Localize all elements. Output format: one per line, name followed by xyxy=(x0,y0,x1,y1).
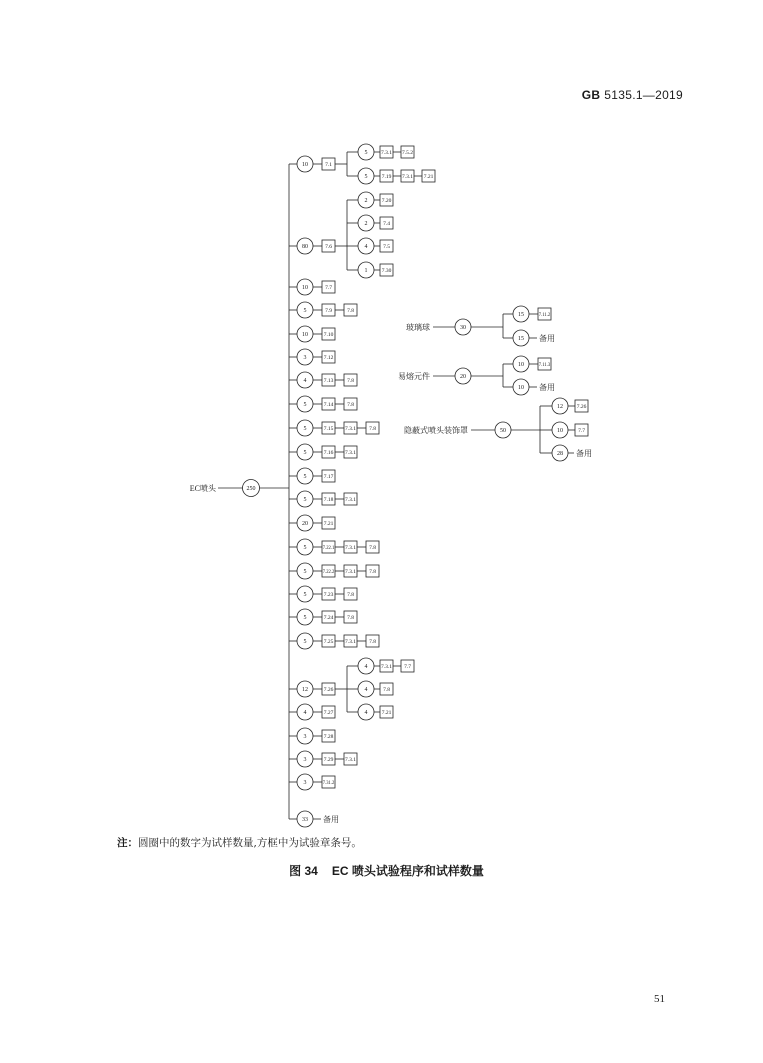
branch xyxy=(289,563,379,579)
component-label: 玻璃球 xyxy=(406,322,430,332)
sample-count: 15 xyxy=(518,336,524,343)
branch xyxy=(289,609,357,625)
branch xyxy=(289,728,335,744)
sample-count: 5 xyxy=(303,497,307,504)
group-branch xyxy=(503,330,555,346)
sample-count: 20 xyxy=(302,521,308,528)
branch-count xyxy=(297,491,313,507)
sample-count: 2 xyxy=(364,221,368,228)
clause-number: 7.16 xyxy=(323,450,334,456)
group-branch xyxy=(503,379,555,395)
clause-box xyxy=(344,635,357,647)
sample-count: 20 xyxy=(460,374,466,381)
sample-count: 10 xyxy=(302,332,308,339)
clause-box xyxy=(422,170,435,182)
clause-box xyxy=(344,541,357,553)
standard-code-prefix: GB xyxy=(581,88,601,102)
clause-number: 7.17 xyxy=(323,474,334,480)
branch xyxy=(289,468,335,484)
spare-label: 备用 xyxy=(539,333,555,343)
clause-number: 7.11.2 xyxy=(538,312,551,318)
branch-count xyxy=(552,445,568,461)
branch xyxy=(289,539,379,555)
clause-number: 7.8 xyxy=(369,569,376,575)
clause-number: 7.29 xyxy=(323,757,334,763)
sample-count: 4 xyxy=(364,710,368,717)
figure-number: 图 34 xyxy=(289,864,318,878)
branch xyxy=(289,192,393,278)
branch xyxy=(289,326,335,342)
branch xyxy=(289,144,435,184)
spare-label: 备用 xyxy=(576,448,592,458)
branch xyxy=(289,704,335,720)
clause-box xyxy=(322,470,335,482)
branch xyxy=(289,586,357,602)
branch-count xyxy=(358,681,374,697)
branch-count xyxy=(297,774,313,790)
sub-branch xyxy=(347,658,414,674)
sample-count: 3 xyxy=(303,734,307,741)
sample-count: 5 xyxy=(303,615,307,622)
branch-count xyxy=(358,192,374,208)
branch-count xyxy=(297,633,313,649)
branch-count xyxy=(358,168,374,184)
branch xyxy=(289,396,357,412)
sample-count: 5 xyxy=(303,569,307,576)
sample-count: 5 xyxy=(303,426,307,433)
sample-count: 3 xyxy=(303,355,307,362)
sub-branch xyxy=(347,681,393,697)
sample-count: 4 xyxy=(364,687,368,694)
clause-number: 7.19 xyxy=(381,174,392,180)
branch-count xyxy=(297,728,313,744)
branch xyxy=(289,420,379,436)
clause-number: 7.8 xyxy=(347,402,354,408)
clause-box xyxy=(380,217,393,229)
page-number: 51 xyxy=(654,993,665,1005)
branch xyxy=(289,444,357,460)
clause-number: 7.21 xyxy=(423,174,434,180)
sub-branch xyxy=(347,168,435,184)
branch-count xyxy=(513,379,529,395)
branch xyxy=(289,751,357,767)
branch-count xyxy=(297,156,313,172)
clause-number: 7.3.1 xyxy=(345,426,356,432)
branch-count xyxy=(358,144,374,160)
clause-number: 7.3.1 xyxy=(345,450,356,456)
branch-count xyxy=(513,306,529,322)
clause-number: 7.3.1 xyxy=(381,664,392,670)
sample-count: 4 xyxy=(364,244,368,251)
clause-box xyxy=(380,683,393,695)
clause-box xyxy=(322,351,335,363)
sample-count: 12 xyxy=(557,404,563,411)
group-count xyxy=(455,319,471,335)
clause-number: 7.26 xyxy=(576,404,587,410)
clause-box xyxy=(322,328,335,340)
clause-number: 7.3.1 xyxy=(345,545,356,551)
branch xyxy=(289,811,339,827)
branch-count xyxy=(513,330,529,346)
branch-count xyxy=(297,751,313,767)
clause-number: 7.8 xyxy=(347,308,354,314)
branch-count xyxy=(297,609,313,625)
sub-branch xyxy=(347,262,393,278)
component-label: 隐蔽式喷头装饰罩 xyxy=(404,425,468,435)
clause-box xyxy=(401,170,414,182)
clause-box xyxy=(322,611,335,623)
sample-count: 5 xyxy=(303,592,307,599)
sample-count: 80 xyxy=(302,244,308,251)
clause-number: 7.11.3 xyxy=(538,362,551,368)
group-branch xyxy=(540,445,592,461)
note-prefix: 注： xyxy=(117,837,138,849)
clause-box xyxy=(322,240,335,252)
clause-number: 7.25 xyxy=(323,639,334,645)
clause-box xyxy=(380,170,393,182)
branch-count xyxy=(297,704,313,720)
clause-number: 7.24 xyxy=(323,615,334,621)
clause-box xyxy=(322,158,335,170)
clause-box xyxy=(538,358,551,370)
clause-box xyxy=(401,146,414,158)
sample-count: 5 xyxy=(303,474,307,481)
clause-box xyxy=(322,281,335,293)
sub-branch xyxy=(347,215,393,231)
clause-number: 7.5 xyxy=(383,244,390,250)
clause-number: 7.3.1 xyxy=(402,174,413,180)
clause-box xyxy=(322,776,335,788)
clause-box xyxy=(322,493,335,505)
note-text: 圆圈中的数字为试样数量,方框中为试验章条号。 xyxy=(138,837,362,849)
group-branch xyxy=(503,356,551,372)
clause-number: 7.8 xyxy=(347,615,354,621)
clause-box xyxy=(380,194,393,206)
clause-number: 7.4 xyxy=(383,221,390,227)
clause-number: 7.13 xyxy=(323,378,334,384)
branch xyxy=(289,774,335,790)
root-count xyxy=(243,480,260,497)
clause-box xyxy=(322,541,335,553)
sample-count: 3 xyxy=(303,780,307,787)
branch-count xyxy=(513,356,529,372)
sample-count: 50 xyxy=(500,428,506,435)
clause-box xyxy=(344,374,357,386)
clause-number: 7.30 xyxy=(381,268,392,274)
clause-box xyxy=(366,422,379,434)
sample-count: 3 xyxy=(303,757,307,764)
clause-box xyxy=(322,446,335,458)
component-group xyxy=(404,398,592,461)
clause-box xyxy=(322,565,335,577)
clause-box xyxy=(344,493,357,505)
clause-number: 7.8 xyxy=(347,592,354,598)
clause-number: 7.3.1 xyxy=(345,497,356,503)
clause-number: 7.8 xyxy=(369,426,376,432)
sub-branch xyxy=(347,704,393,720)
clause-number: 7.22.1 xyxy=(322,545,335,551)
sample-count: 250 xyxy=(246,486,256,493)
sub-branch xyxy=(347,238,393,254)
sample-count: 12 xyxy=(302,687,308,694)
sample-count: 10 xyxy=(302,162,308,169)
branch-count xyxy=(297,326,313,342)
clause-box xyxy=(366,565,379,577)
clause-number: 7.8 xyxy=(369,545,376,551)
figure-note xyxy=(117,836,362,850)
clause-number: 7.22.2 xyxy=(322,569,335,575)
clause-number: 7.23 xyxy=(323,592,334,598)
clause-box xyxy=(344,446,357,458)
clause-number: 7.3.1 xyxy=(345,639,356,645)
clause-box xyxy=(322,683,335,695)
clause-box xyxy=(344,753,357,765)
sample-count: 15 xyxy=(518,312,524,319)
clause-box xyxy=(344,422,357,434)
branch xyxy=(289,349,335,365)
clause-box xyxy=(322,635,335,647)
root-label: EC喷头 xyxy=(189,483,216,493)
branch-count xyxy=(297,539,313,555)
clause-box xyxy=(380,146,393,158)
sample-count: 10 xyxy=(302,285,308,292)
clause-box xyxy=(575,424,588,436)
branch-count xyxy=(297,238,313,254)
sample-count: 4 xyxy=(364,664,368,671)
clause-number: 7.14 xyxy=(323,402,334,408)
clause-number: 7.18 xyxy=(323,497,334,503)
clause-box xyxy=(322,730,335,742)
branch xyxy=(289,491,357,507)
sample-count: 4 xyxy=(303,710,307,717)
clause-number: 7.9 xyxy=(325,308,332,314)
spare-label: 备用 xyxy=(539,382,555,392)
clause-box xyxy=(322,753,335,765)
branch-count xyxy=(297,586,313,602)
clause-number: 7.3.1 xyxy=(345,569,356,575)
component-group xyxy=(406,306,555,346)
main-tree xyxy=(190,144,435,827)
clause-box xyxy=(401,660,414,672)
standard-code-number: 5135.1—2019 xyxy=(604,88,683,102)
branch-count xyxy=(297,396,313,412)
component-label: 易熔元件 xyxy=(398,371,430,381)
branch xyxy=(289,515,335,531)
sample-count: 5 xyxy=(364,174,368,181)
group-count xyxy=(455,368,471,384)
branch-count xyxy=(297,811,313,827)
clause-box xyxy=(322,374,335,386)
clause-box xyxy=(380,706,393,718)
clause-number: 7.12 xyxy=(323,355,334,361)
clause-number: 7.5.2 xyxy=(402,150,413,156)
branch-count xyxy=(297,349,313,365)
clause-number: 7.20 xyxy=(381,198,392,204)
sample-count: 10 xyxy=(518,362,524,369)
sub-branch xyxy=(347,192,393,208)
sample-count: 1 xyxy=(364,268,368,275)
clause-number: 7.28 xyxy=(323,734,334,740)
clause-box xyxy=(344,611,357,623)
branch-count xyxy=(297,563,313,579)
clause-number: 7.3.1 xyxy=(345,757,356,763)
clause-number: 7.10 xyxy=(323,332,334,338)
clause-box xyxy=(575,400,588,412)
clause-number: 7.21 xyxy=(381,710,392,716)
clause-number: 7.8 xyxy=(347,378,354,384)
clause-number: 7.3.1 xyxy=(381,150,392,156)
clause-number: 7.7 xyxy=(325,285,332,291)
sub-branch xyxy=(347,144,414,160)
clause-number: 7.8 xyxy=(383,687,390,693)
branch-count xyxy=(297,515,313,531)
branch-count xyxy=(552,422,568,438)
clause-box xyxy=(344,588,357,600)
branch xyxy=(289,633,379,649)
figure-caption xyxy=(0,864,763,879)
branch-count xyxy=(552,398,568,414)
sample-count: 5 xyxy=(364,150,368,157)
clause-number: 7.27 xyxy=(323,710,334,716)
sample-count: 28 xyxy=(557,451,563,458)
branch xyxy=(289,372,357,388)
spare-label: 备用 xyxy=(323,814,339,824)
sample-count: 10 xyxy=(518,385,524,392)
clause-box xyxy=(322,517,335,529)
branch-count xyxy=(358,704,374,720)
clause-box xyxy=(322,304,335,316)
clause-box xyxy=(344,565,357,577)
clause-box xyxy=(344,398,357,410)
sample-count: 10 xyxy=(557,428,563,435)
clause-number: 7.26 xyxy=(323,687,334,693)
sample-count: 5 xyxy=(303,450,307,457)
component-group xyxy=(398,356,555,395)
clause-box xyxy=(322,422,335,434)
branch-count xyxy=(358,262,374,278)
clause-box xyxy=(366,635,379,647)
clause-number: 7.21 xyxy=(323,521,334,527)
branch-count xyxy=(358,238,374,254)
branch-count xyxy=(297,468,313,484)
sample-count: 30 xyxy=(460,325,466,332)
sample-count: 5 xyxy=(303,545,307,552)
clause-number: 7.6 xyxy=(325,244,332,250)
branch-count xyxy=(358,215,374,231)
sample-count: 5 xyxy=(303,308,307,315)
sample-count: 5 xyxy=(303,639,307,646)
group-branch xyxy=(540,398,588,414)
branch-count xyxy=(358,658,374,674)
branch-count xyxy=(297,279,313,295)
branch-count xyxy=(297,681,313,697)
group-branch xyxy=(540,422,588,438)
branch xyxy=(289,302,357,318)
clause-number: 7.15 xyxy=(323,426,334,432)
sample-count: 4 xyxy=(303,378,307,385)
clause-number: 7.7 xyxy=(578,428,585,434)
group-branch xyxy=(503,306,551,322)
clause-box xyxy=(380,660,393,672)
clause-box xyxy=(322,398,335,410)
clause-box xyxy=(366,541,379,553)
sample-count: 2 xyxy=(364,198,368,205)
clause-box xyxy=(344,304,357,316)
clause-number: 7.7 xyxy=(404,664,411,670)
clause-box xyxy=(380,264,393,276)
clause-box xyxy=(322,588,335,600)
clause-box xyxy=(380,240,393,252)
clause-number: 7.31.2 xyxy=(322,780,335,786)
sample-count: 5 xyxy=(303,402,307,409)
figure-title: EC 喷头试验程序和试样数量 xyxy=(331,864,484,878)
group-count xyxy=(495,422,511,438)
clause-number: 7.8 xyxy=(369,639,376,645)
clause-number: 7.1 xyxy=(325,162,332,168)
branch-count xyxy=(297,420,313,436)
sample-count: 33 xyxy=(302,817,308,824)
branch-count xyxy=(297,444,313,460)
clause-box xyxy=(538,308,551,320)
branch-count xyxy=(297,372,313,388)
branch-count xyxy=(297,302,313,318)
branch xyxy=(289,279,335,295)
clause-box xyxy=(322,706,335,718)
